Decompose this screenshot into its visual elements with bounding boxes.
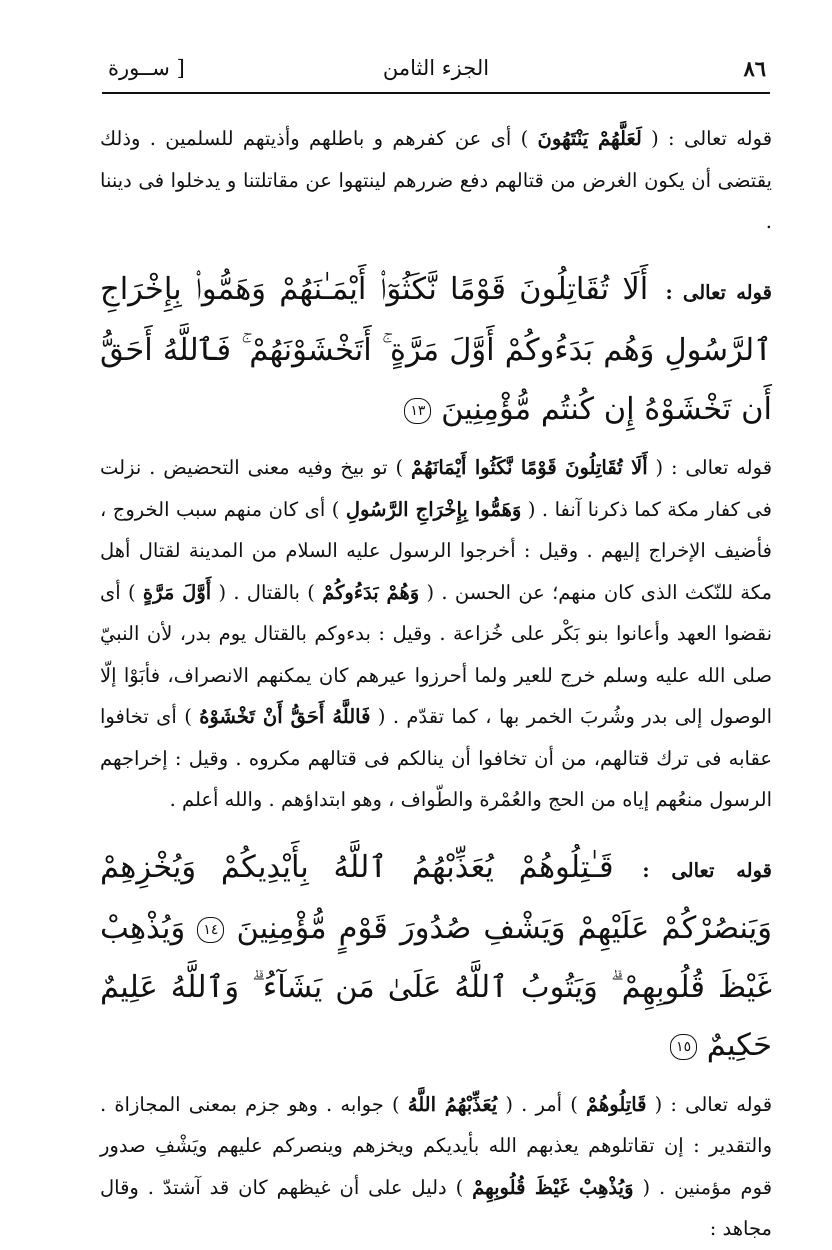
verse-number-medallion: ١٣ bbox=[404, 398, 431, 424]
quoted-verse: لَعَلَّهُمْ يَنْتَهُونَ bbox=[537, 127, 642, 150]
verse-block bbox=[100, 839, 772, 1076]
quoted-verse: وَيُذْهِبْ غَيْظَ قُلُوبِهِمْ bbox=[472, 1175, 634, 1199]
quoted-verse: وَهُمْ بَدَءُوكُمْ bbox=[322, 580, 420, 604]
verse-label: قوله تعالى : bbox=[642, 858, 773, 882]
quoted-verse: أَوَّلَ مَرَّةٍ bbox=[142, 580, 212, 604]
commentary-paragraph: قوله تعالى : ( أَلَا تُقَاتِلُونَ قَوْمًا نَّكَثُوا أَيْمَانَهُمْ ) تو بيخ وفيه معنى التحضيض . نزلت فى كفار مكة كما ذكرنا آنفا . ( وَهَمُّوا بِإِخْرَاجِ الرَّسُولِ ) أى كان منهم سبب الخروج ، فأضيف الإخراج إليهم . وقيل : أخرجوا الرسول عليه السلام من المدينة لقتال أهل مكة للنّكث الذى كان منهم؛ عن الحسن . ( وَهُمْ بَدَءُوكُمْ ) بالقتال . ( أَوَّلَ مَرَّةٍ ) أى نقضوا العهد وأعانوا بنو بَكْر على خُزاعة . وقيل : بدءوكم بالقتال يوم بدر، لأن النبيّ صلى الله عليه وسلم خرج للعير ولما أحرزوا عيرهم كان يمكنهم الانصراف، فأبَوْا إلّا الوصول إلى بدر وشُربَ الخمر بها ، كما تقدّم . ( فَاللَّهُ أَحَقُّ أَنْ تَخْشَوْهُ ) أى تخافوا عقابه فى ترك قتالهم، من أن تخافوا أن ينالكم فى قتالهم مكروه . وقيل : إخراجهم الرسول منعُهم إياه من الحج والعُمْرة والطّواف ، وهو ابتداؤهم . والله أعلم . bbox=[100, 456, 773, 811]
verse-number-medallion: ١٤ bbox=[197, 917, 224, 943]
quoted-verse: أَلَا تُقَاتِلُونَ قَوْمًا نَّكَثُوا أَيْمَانَهُمْ bbox=[410, 456, 648, 479]
quoted-verse: فَاللَّهُ أَحَقُّ أَنْ تَخْشَوْهُ bbox=[199, 705, 371, 728]
page-header bbox=[102, 50, 770, 94]
page-number: ٨٦ bbox=[743, 56, 766, 81]
quoted-verse: يُعَذِّبْهُمُ اللَّهُ bbox=[407, 1092, 498, 1116]
verse-number-medallion: ١٥ bbox=[670, 1034, 697, 1060]
verse-block bbox=[100, 261, 772, 440]
commentary-paragraph: قوله تعالى : ( قَاتِلُوهُمْ ) أمر . ( يُعَذِّبْهُمُ اللَّهُ ) جوابه . وهو جزم بمعنى المجازاة . والتقدير : إن تقاتلوهم يعذبهم الله بأيديكم ويخزهم وينصركم عليهم ويَشْفِ صدور قوم مؤمنين . ( وَيُذْهِبْ غَيْظَ قُلُوبِهِمْ ) دليل على أن غيظهم كان قد آشتدّ . وقال مجاهد : bbox=[100, 1092, 773, 1240]
quoted-verse: قَاتِلُوهُمْ bbox=[586, 1092, 647, 1116]
surah-heading: [ ســورة bbox=[108, 56, 185, 80]
verse-text: أَلَا تُقَاتِلُونَ قَوْمًا نَّكَثُوٓا۟ أَيْمَـٰنَهُمْ وَهَمُّوا۟ بِإِخْرَاجِ ٱلرَّسُولِ وَهُم بَدَءُوكُمْ أَوَّلَ مَرَّةٍ ۚ أَتَخْشَوْنَهُمْ ۚ فَٱللَّهُ أَحَقُّ أَن تَخْشَوْهُ إِن كُنتُم مُّؤْمِنِينَ bbox=[100, 271, 772, 427]
commentary-paragraph: قوله تعالى : ( لَعَلَّهُمْ يَنْتَهُونَ ) أى عن كفرهم و باطلهم وأذيتهم للسلمين . وذلك يقتضى أن يكون الغرض من قتالهم دفع ضررهم لينتهوا عن مقاتلتنا و يدخلوا فى ديننا . bbox=[100, 127, 773, 233]
verse-label: قوله تعالى : bbox=[665, 280, 772, 304]
running-title: الجزء الثامن bbox=[382, 56, 490, 80]
quoted-verse: وَهَمُّوا بِإِخْرَاجِ الرَّسُولِ bbox=[345, 497, 522, 521]
verse-text: وَيُذْهِبْ غَيْظَ قُلُوبِهِمْ ۗ وَيَتُوبُ ٱللَّهُ عَلَىٰ مَن يَشَآءُ ۗ وَٱللَّهُ عَلِيمٌ حَكِيمٌ bbox=[100, 911, 772, 1063]
page-body bbox=[100, 118, 772, 1250]
verse-text: قَـٰتِلُوهُمْ يُعَذِّبْهُمُ ٱللَّهُ بِأَيْدِيكُمْ وَيُخْزِهِمْ وَيَنصُرْكُمْ عَلَيْهِمْ وَيَشْفِ صُدُورَ قَوْمٍ مُّؤْمِنِينَ bbox=[100, 849, 772, 946]
